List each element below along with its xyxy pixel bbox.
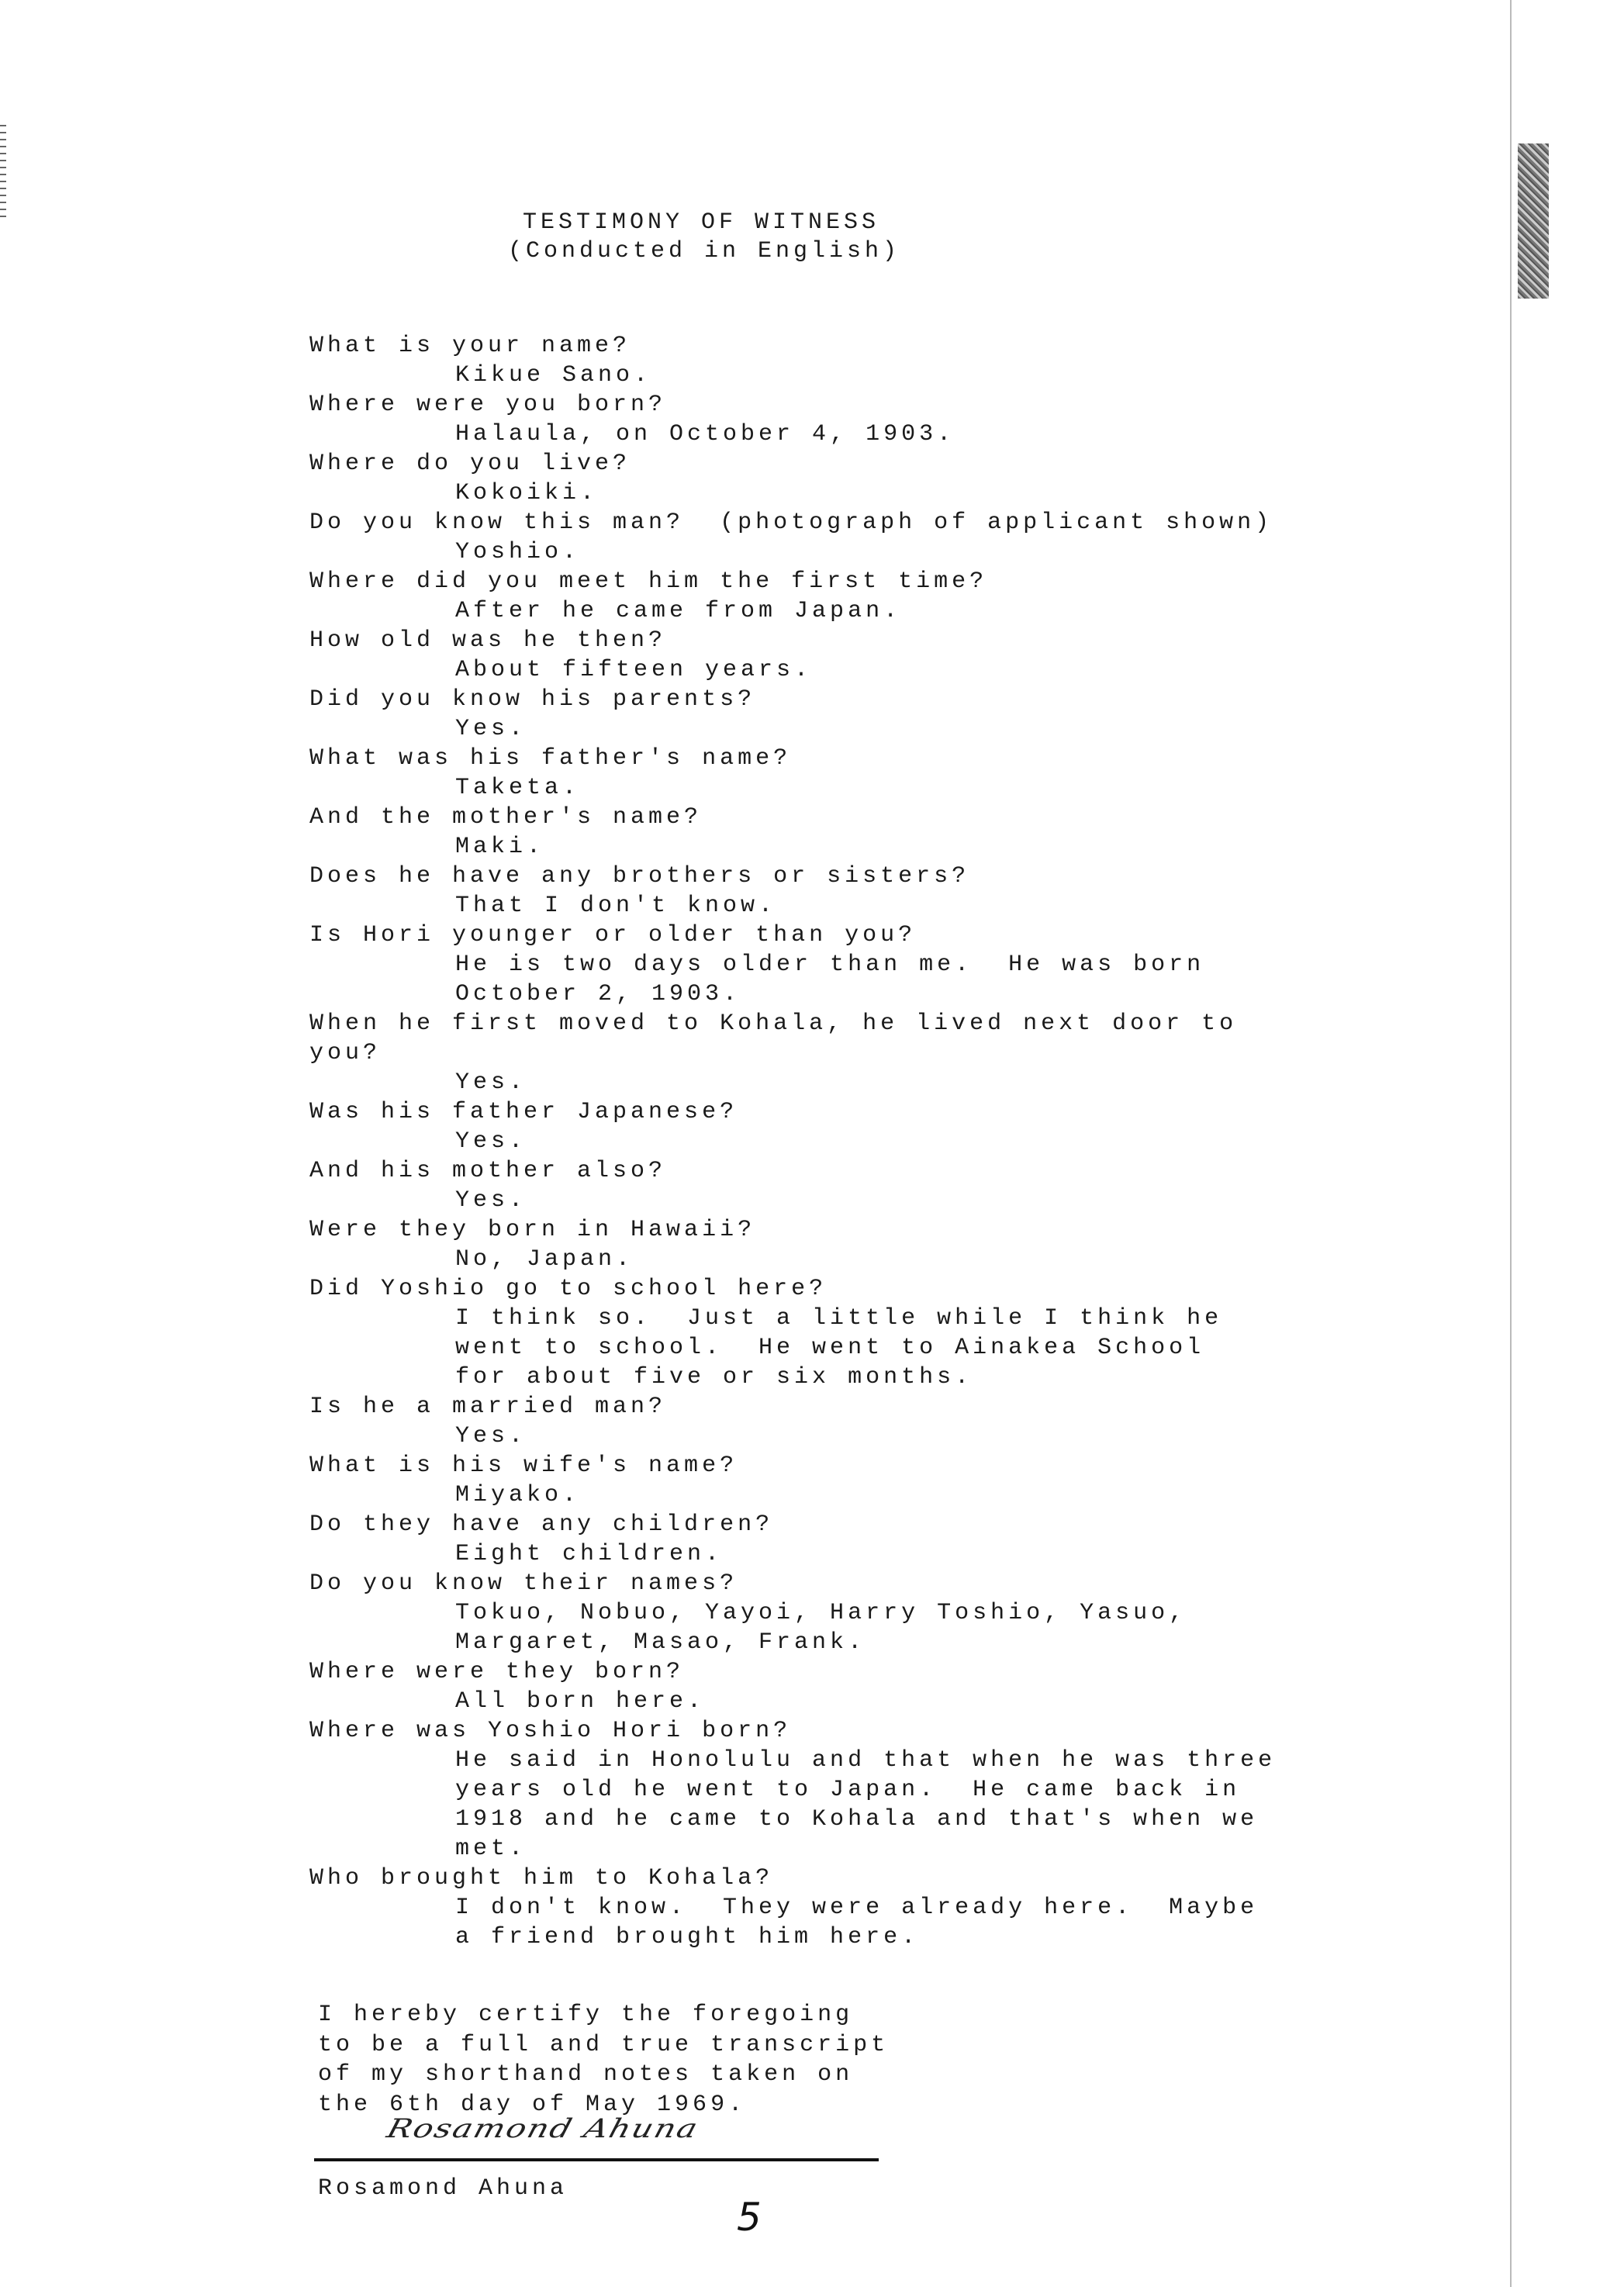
question-line: What is his wife's name?	[309, 1453, 738, 1479]
question-line: And his mother also?	[309, 1158, 667, 1184]
answer-line: went to school. He went to Ainakea School	[455, 1335, 1205, 1361]
question-line: Do you know their names?	[309, 1570, 738, 1597]
answer-line: Yes.	[455, 716, 527, 742]
question-line: How old was he then?	[309, 627, 667, 654]
signer-name: Rosamond Ahuna	[318, 2175, 568, 2202]
question-line: Where were you born?	[309, 392, 667, 418]
question-line: Where was Yoshio Hori born?	[309, 1718, 792, 1744]
question-line: What is your name?	[309, 333, 631, 359]
question-line: Where did you meet him the first time?	[309, 568, 988, 595]
question-line: Do you know this man? (photograph of applicant shown)	[309, 510, 1273, 536]
certification-block	[318, 2000, 889, 2119]
scan-artifact-band	[1518, 143, 1549, 299]
answer-line: Eight children.	[455, 1541, 724, 1567]
certification-line: of my shorthand notes taken on	[318, 2061, 854, 2088]
question-line: Did you know his parents?	[309, 686, 756, 713]
question-line: Does he have any brothers or sisters?	[309, 863, 970, 890]
answer-line: for about five or six months.	[455, 1364, 973, 1391]
answer-line: 1918 and he came to Kohala and that's when we	[455, 1806, 1259, 1833]
question-line: When he first moved to Kohala, he lived next door to	[309, 1010, 1238, 1037]
answer-line: Kikue Sano.	[455, 362, 652, 389]
answer-line: I think so. Just a little while I think he	[455, 1305, 1223, 1332]
answer-line: years old he went to Japan. He came back in	[455, 1777, 1241, 1803]
question-line: And the mother's name?	[309, 804, 703, 831]
answer-line: Yes.	[455, 1069, 527, 1096]
answer-line: Maki.	[455, 834, 545, 860]
answer-line: That I don't know.	[455, 893, 777, 919]
answer-line: Tokuo, Nobuo, Yayoi, Harry Toshio, Yasuo,	[455, 1600, 1187, 1626]
question-line: Who brought him to Kohala?	[309, 1865, 774, 1891]
answer-line: Yes.	[455, 1128, 527, 1155]
answer-line: met.	[455, 1836, 527, 1862]
answer-line: About fifteen years.	[455, 657, 813, 683]
document-title: TESTIMONY OF WITNESS	[523, 209, 880, 236]
certification-line: to be a full and true transcript	[318, 2031, 890, 2058]
certification-line: the 6th day of May 1969.	[318, 2091, 747, 2118]
answer-line: No, Japan.	[455, 1246, 634, 1273]
scan-page-edge	[1510, 0, 1512, 2287]
question-line: Where were they born?	[309, 1659, 685, 1685]
answer-line: Margaret, Masao, Frank.	[455, 1629, 866, 1656]
answer-line: Yes.	[455, 1423, 527, 1449]
page-number: 5	[737, 2195, 762, 2240]
certification-line: I hereby certify the foregoing	[318, 2002, 854, 2028]
answer-line: October 2, 1903.	[455, 981, 741, 1007]
answer-line: a friend brought him here.	[455, 1924, 920, 1950]
answer-line: Yoshio.	[455, 539, 581, 565]
answer-line: I don't know. They were already here. Maybe	[455, 1895, 1259, 1921]
answer-line: Yes.	[455, 1187, 527, 1214]
question-line: you?	[309, 1040, 382, 1066]
scan-edge-marks	[0, 124, 6, 217]
question-line: Were they born in Hawaii?	[309, 1217, 756, 1243]
signature-line	[314, 2158, 879, 2161]
question-line: Where do you live?	[309, 451, 631, 477]
question-line: Do they have any children?	[309, 1511, 774, 1538]
question-line: Did Yoshio go to school here?	[309, 1276, 828, 1302]
document-subtitle: (Conducted in English)	[508, 238, 901, 264]
question-line: Was his father Japanese?	[309, 1099, 738, 1125]
question-line: Is he a married man?	[309, 1394, 667, 1420]
answer-line: Kokoiki.	[455, 480, 599, 506]
question-line: What was his father's name?	[309, 745, 792, 772]
answer-line: Halaula, on October 4, 1903.	[455, 421, 955, 447]
answer-line: After he came from Japan.	[455, 598, 902, 624]
answer-line: All born here.	[455, 1688, 706, 1715]
answer-line: He said in Honolulu and that when he was three	[455, 1747, 1277, 1774]
answer-line: Taketa.	[455, 775, 581, 801]
answer-line: He is two days older than me. He was born	[455, 952, 1205, 978]
handwritten-signature: Rosamond Ahuna	[383, 2113, 703, 2144]
question-line: Is Hori younger or older than you?	[309, 922, 917, 948]
answer-line: Miyako.	[455, 1482, 581, 1508]
